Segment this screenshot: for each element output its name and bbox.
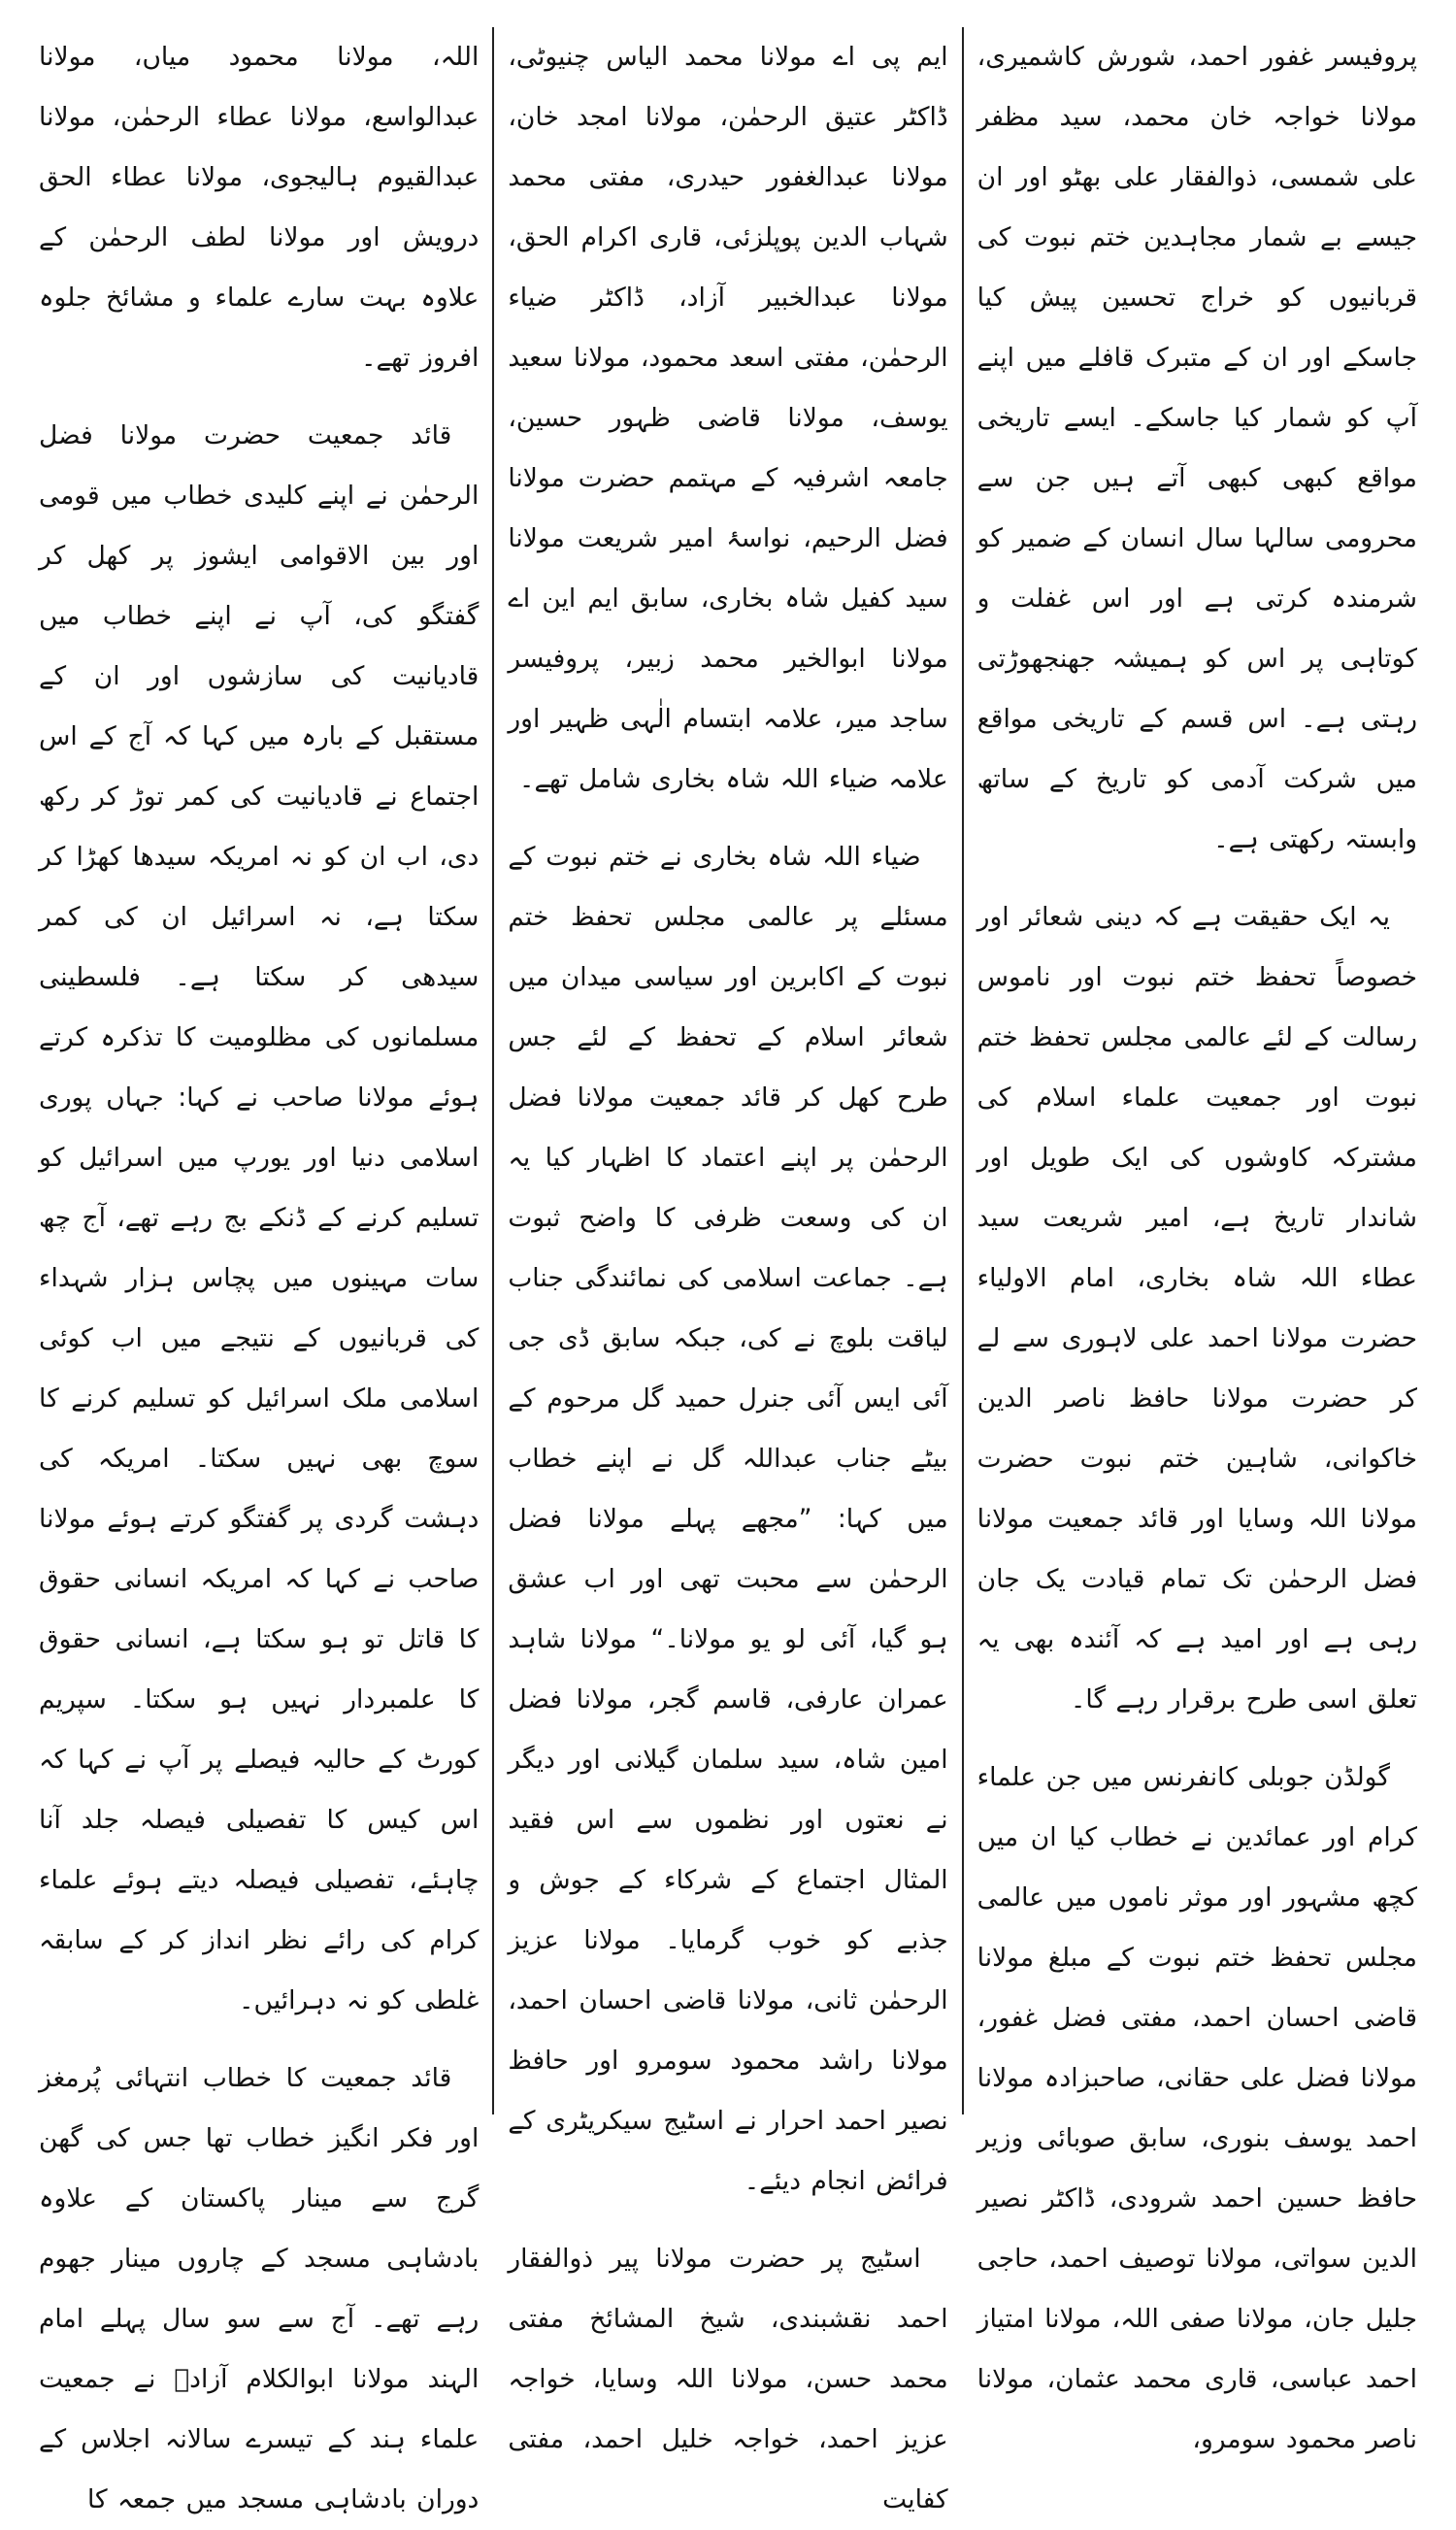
paragraph: گولڈن جوبلی کانفرنس میں جن علماء کرام اور عمائدین نے خطاب کیا ان میں کچھ مشہور اور موثر ناموں میں عالمی مجلس تحفظ ختم نبوت کے مبلغ مولانا قاضی احسان احمد، مفتی فضل غفور، مولانا فضل علی حقانی، صاحبزادہ مولانا احمد یوسف بنوری، سابق صوبائی وزیر حافظ حسین احمد شرودی، ڈاکٹر نصیر الدین سواتی، مولانا توصیف احمد، حاجی جلیل جان، مولانا صفی اللہ، مولانا امتیاز احمد عباسی، قاری محمد عثمان، مولانا ناصر محمود سومرو، [976, 1762, 1417, 2454]
paragraph: اسٹیج پر حضرت مولانا پیر ذوالفقار احمد نقشبندی، شیخ المشائخ مفتی محمد حسن، مولانا اللہ وسایا، خواجہ عزیز احمد، خواجہ خلیل احمد، مفتی کفایت [508, 2244, 948, 2514]
column-divider [962, 27, 964, 2114]
paragraph: قائد جمعیت حضرت مولانا فضل الرحمٰن نے اپنے کلیدی خطاب میں قومی اور بین الاقوامی ایشوز پر کھل کر گفتگو کی، آپ نے اپنے خطاب میں قادیانیت کی سازشوں اور ان کے مستقبل کے بارہ میں کہا کہ آج کے اس اجتماع نے قادیانیت کی کمر توڑ کر رکھ دی، اب ان کو نہ امریکہ سیدھا کھڑا کر سکتا ہے، نہ اسرائیل ان کی کمر سیدھی کر سکتا ہے۔ فلسطینی مسلمانوں کی مظلومیت کا تذکرہ کرتے ہوئے مولانا صاحب نے کہا: جہاں پوری اسلامی دنیا اور یورپ میں اسرائیل کو تسلیم کرنے کے ڈنکے بج رہے تھے، آج چھ سات مہینوں میں پچاس ہزار شہداء کی قربانیوں کے نتیجے میں اب کوئی اسلامی ملک اسرائیل کو تسلیم کرنے کا سوچ بھی نہیں سکتا۔ امریکہ کی دہشت گردی پر گفتگو کرتے ہوئے مولانا صاحب نے کہا کہ امریکہ انسانی حقوق کا قاتل تو ہو سکتا ہے، انسانی حقوق کا علمبردار نہیں ہو سکتا۔ سپریم کورٹ کے حالیہ فیصلے پر آپ نے کہا کہ اس کیس کا تفصیلی فیصلہ جلد آنا چاہئے، تفصیلی فیصلہ دیتے ہوئے علماء کرام کی رائے نظر انداز کر کے سابقہ غلطی کو نہ دہرائیں۔ [39, 420, 480, 2015]
column-divider [492, 27, 494, 2114]
column-right [964, 27, 1431, 2454]
paragraph: اللہ، مولانا محمود میاں، مولانا عبدالواسع، مولانا عطاء الرحمٰن، مولانا عبدالقیوم ہالیجوی، مولانا عطاء الحق درویش اور مولانا لطف الرحمٰن کے علاوہ بہت سارے علماء و مشائخ جلوہ افروز تھے۔ [39, 42, 480, 373]
paragraph: یہ ایک حقیقت ہے کہ دینی شعائر اور خصوصاً تحفظ ختم نبوت اور ناموس رسالت کے لئے عالمی مجلس تحفظ ختم نبوت اور جمعیت علماء اسلام کی مشترکہ کاوشوں کی ایک طویل اور شاندار تاریخ ہے، امیر شریعت سید عطاء اللہ شاہ بخاری، امام الاولیاء حضرت مولانا احمد علی لاہوری سے لے کر حضرت مولانا حافظ ناصر الدین خاکوانی، شاہین ختم نبوت حضرت مولانا اللہ وسایا اور قائد جمعیت مولانا فضل الرحمٰن تک تمام قیادت یک جان رہی ہے اور امید ہے کہ آئندہ بھی یہ تعلق اسی طرح برقرار رہے گا۔ [976, 902, 1417, 1714]
paragraph: پروفیسر غفور احمد، شورش کاشمیری، مولانا خواجہ خان محمد، سید مظفر علی شمسی، ذوالفقار علی بھٹو اور ان جیسے بے شمار مجاہدین ختم نبوت کی قربانیوں کو خراج تحسین پیش کیا جاسکے اور ان کے متبرک قافلے میں اپنے آپ کو شمار کیا جاسکے۔ ایسے تاریخی مواقع کبھی کبھی آتے ہیں جن سے محرومی سالہا سال انسان کے ضمیر کو شرمندہ کرتی ہے اور اس غفلت و کوتاہی پر اس کو ہمیشہ جھنجھوڑتی رہتی ہے۔ اس قسم کے تاریخی مواقع میں شرکت آدمی کو تاریخ کے ساتھ وابستہ رکھتی ہے۔ [976, 42, 1417, 854]
paragraph: قائد جمعیت کا خطاب انتہائی پُرمغز اور فکر انگیز خطاب تھا جس کی گھن گرج سے مینار پاکستان کے علاوہ بادشاہی مسجد کے چاروں مینار جھوم رہے تھے۔ آج سے سو سال پہلے امام الہند مولانا ابوالکلام آزادؒ نے جمعیت علماء ہند کے تیسرے سالانہ اجلاس کے دوران بادشاہی مسجد میں جمعہ کا [39, 2063, 480, 2514]
paragraph: ایم پی اے مولانا محمد الیاس چنیوٹی، ڈاکٹر عتیق الرحمٰن، مولانا امجد خان، مولانا عبدالغفور حیدری، مفتی محمد شہاب الدین پوپلزئی، قاری اکرام الحق، مولانا عبدالخبیر آزاد، ڈاکٹر ضیاء الرحمٰن، مفتی اسعد محمود، مولانا سعید یوسف، مولانا قاضی ظہور حسین، جامعہ اشرفیہ کے مہتمم حضرت مولانا فضل الرحیم، نواسۂ امیر شریعت مولانا سید کفیل شاہ بخاری، سابق ایم این اے مولانا ابوالخیر محمد زبیر، پروفیسر ساجد میر، علامہ ابتسام الٰہی ظہیر اور علامہ ضیاء اللہ شاہ بخاری شامل تھے۔ [508, 42, 948, 794]
column-middle [494, 27, 961, 2514]
paragraph: ضیاء اللہ شاہ بخاری نے ختم نبوت کے مسئلے پر عالمی مجلس تحفظ ختم نبوت کے اکابرین اور سیاسی میدان میں شعائر اسلام کے تحفظ کے لئے جس طرح کھل کر قائد جمعیت مولانا فضل الرحمٰن پر اپنے اعتماد کا اظہار کیا یہ ان کی وسعت ظرفی کا واضح ثبوت ہے۔ جماعت اسلامی کی نمائندگی جناب لیاقت بلوچ نے کی، جبکہ سابق ڈی جی آئی ایس آئی جنرل حمید گل مرحوم کے بیٹے جناب عبداللہ گل نے اپنے خطاب میں کہا: ”مجھے پہلے مولانا فضل الرحمٰن سے محبت تھی اور اب عشق ہو گیا، آئی لو یو مولانا۔“ مولانا شاہد عمران عارفی، قاسم گجر، مولانا فضل امین شاہ، سید سلمان گیلانی اور دیگر نے نعتوں اور نظموں سے اس فقید المثال اجتماع کے شرکاء کے جوش و جذبے کو خوب گرمایا۔ مولانا عزیز الرحمٰن ثانی، مولانا قاضی احسان احمد، مولانا راشد محمود سومرو اور حافظ نصیر احمد احرار نے اسٹیج سیکریٹری کے فرائض انجام دیئے۔ [508, 842, 948, 2196]
column-left [25, 27, 492, 2514]
